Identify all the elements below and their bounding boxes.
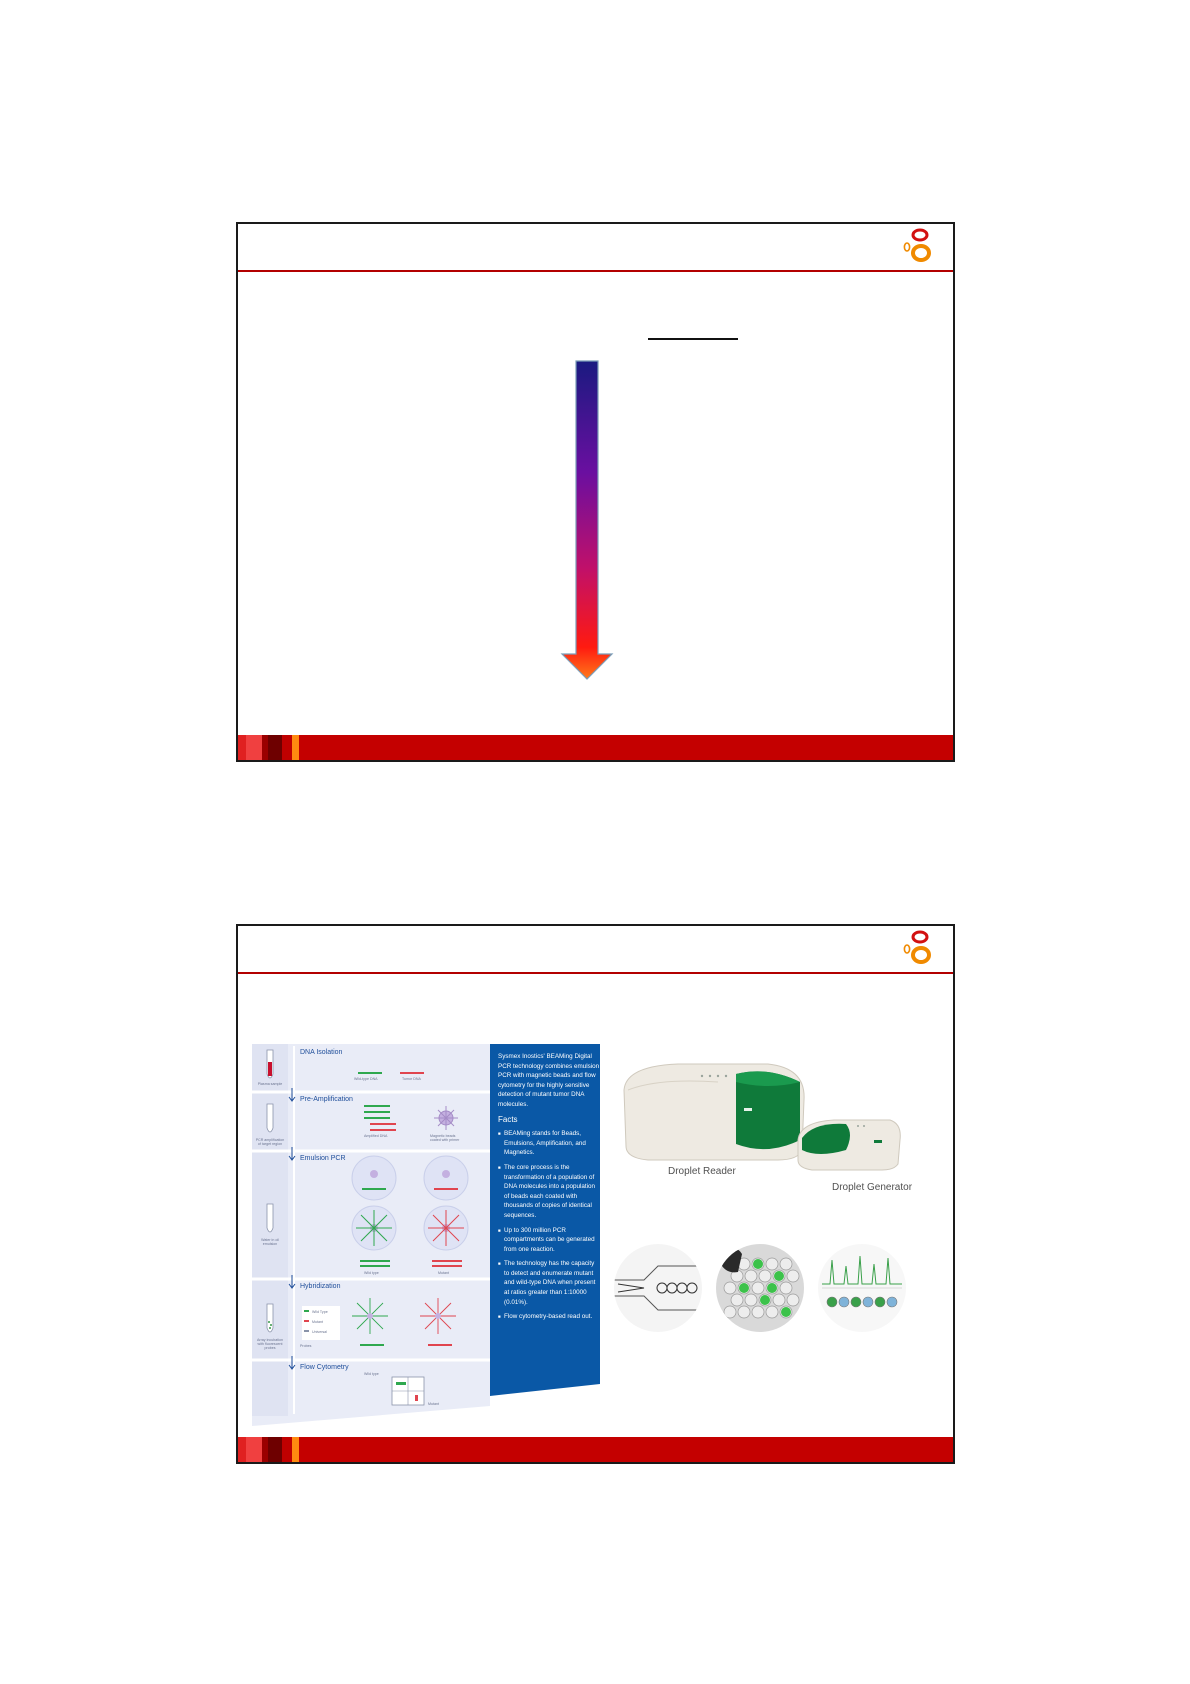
gradient-down-arrow (560, 360, 614, 680)
facts-heading: Facts (498, 1114, 518, 1124)
brand-logo (899, 928, 935, 966)
workflow-background (252, 1044, 502, 1426)
step-hybridization: Hybridization (300, 1283, 341, 1290)
step-pre-amplification: Pre-Amplification (300, 1096, 353, 1103)
droplet-reader-label: Droplet Reader (668, 1166, 736, 1177)
wild-type-dna-label: Wild-type DNA (354, 1077, 378, 1081)
brand-logo (899, 226, 935, 264)
facts-intro: Sysmex Inostics' BEAMing Digital PCR technology combines emulsion PCR with magnetic beads and flow cytometry for the highly sensitive detection of mutant tumor DNA molecules. (498, 1053, 600, 1108)
slide-2 (236, 924, 955, 1464)
step-dna-isolation: DNA Isolation (300, 1049, 343, 1056)
facts-list (498, 1129, 600, 1322)
array-incubation-label: Array incubation with fluorescent probes (257, 1338, 283, 1350)
beaming-workflow-figure (252, 1044, 502, 1426)
amplified-dna-label: Amplified DNA (364, 1134, 388, 1138)
footer-bar (238, 735, 953, 760)
fact-item: ■ Up to 300 million PCR compartments can be generated from one reaction. (498, 1226, 600, 1255)
step-emulsion-pcr: Emulsion PCR (300, 1155, 346, 1162)
droplet-fluorescence-diagram (716, 1244, 804, 1332)
probes-label: Probes (300, 1344, 312, 1348)
fact-item: ■ Flow cytometry-based read out. (498, 1312, 600, 1322)
beaming-facts-panel (490, 1044, 608, 1404)
slide-1 (236, 222, 955, 762)
fact-item: ■ The technology has the capacity to detect and enumerate mutant and wild-type DNA when present at ratios greater than 1:10000 (0.01%). (498, 1259, 600, 1307)
hyb-universal-label: Universal (312, 1330, 327, 1334)
fact-item: ■ BEAMing stands for Beads, Emulsions, Amplification, and Magnetics. (498, 1129, 600, 1158)
flow-wild-type-label: Wild type (364, 1372, 379, 1376)
wild-type-label: Wild type (364, 1271, 379, 1275)
water-in-oil-label: Water in oil emulsion (261, 1238, 279, 1246)
tumor-dna-label: Tumor DNA (402, 1077, 421, 1081)
droplet-reader-image (618, 1060, 808, 1164)
flow-mutant-label: Mutant (428, 1402, 439, 1406)
fact-item: ■ The core process is the transformation of a population of DNA molecules into a population of beads each coated with thousands of copies of identical sequences. (498, 1163, 600, 1221)
footer-bar (238, 1437, 953, 1462)
mutant-label: Mutant (438, 1271, 449, 1275)
droplet-generator-image (794, 1116, 904, 1172)
droplet-formation-diagram (614, 1244, 702, 1332)
magnetic-beads-label: Magnetic beads coated with primer (430, 1134, 460, 1142)
underline-mark (648, 338, 738, 340)
pcr-amplification-label: PCR amplification of target region (255, 1138, 285, 1146)
hyb-wild-type-label: Wild Type (312, 1310, 328, 1314)
header-rule (238, 972, 953, 974)
droplet-generator-label: Droplet Generator (832, 1182, 913, 1193)
plasma-sample-label: Plasma sample (257, 1082, 283, 1086)
step-flow-cytometry: Flow Cytometry (300, 1364, 349, 1371)
droplet-readout-diagram (818, 1244, 906, 1332)
header-rule (238, 270, 953, 272)
hyb-mutant-label: Mutant (312, 1320, 323, 1324)
